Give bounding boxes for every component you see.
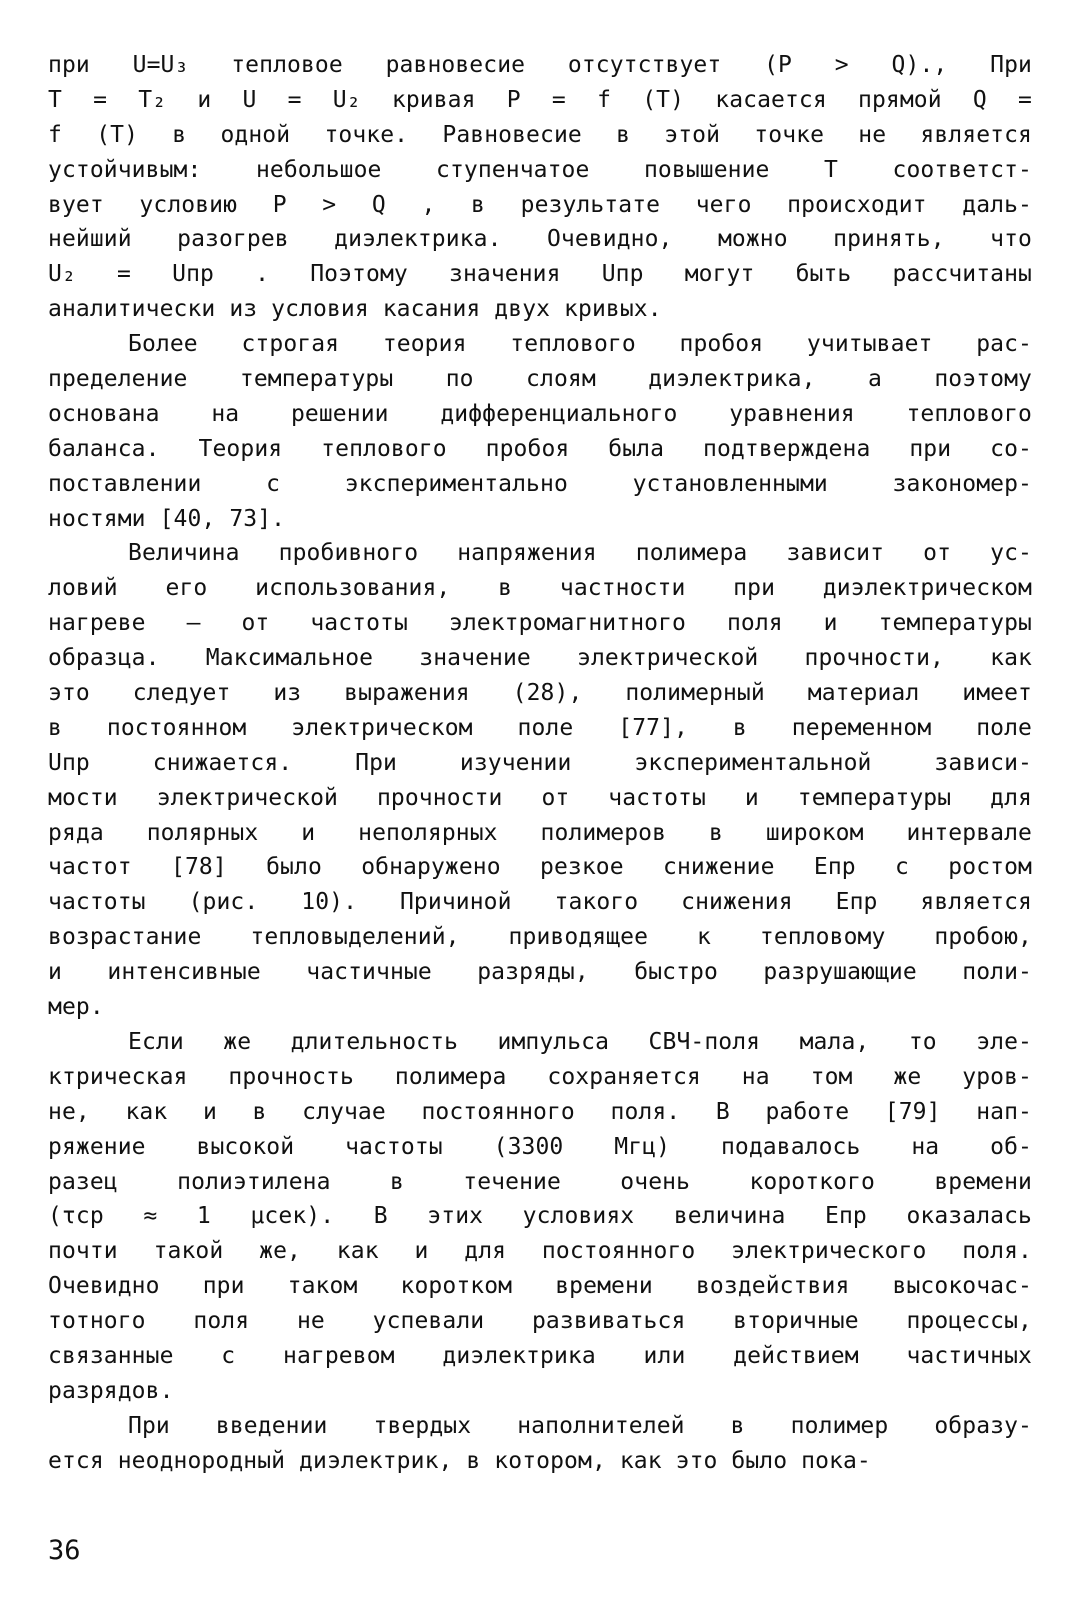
text-line: Величина пробивного напряжения полимера зависит от ус- [128, 540, 1032, 567]
text-line: f (T) в одной точке. Равновесие в этой точке не является [48, 121, 1032, 148]
paragraph [48, 536, 1032, 1024]
text-line: основана на решении дифференциального уравнения теплового [48, 400, 1032, 427]
text-line: ряда полярных и неполярных полимеров в широком интервале [48, 819, 1032, 846]
text-line: частот [78] было обнаружено резкое снижение Eпр с ростом [48, 854, 1032, 881]
text-line: частоты (рис. 10). Причиной такого снижения Eпр является [48, 889, 1032, 916]
text-line: T = T₂ и U = U₂ кривая P = f (T) касается прямой Q = [48, 86, 1032, 113]
text-line: ется неоднородный диэлектрик, в котором, как это было пока- [48, 1447, 871, 1474]
text-line: ностями [40, 73]. [48, 505, 286, 532]
paragraph [48, 48, 1032, 327]
text-line: почти такой же, как и для постоянного электрического поля. [48, 1238, 1032, 1265]
text-line: аналитически из условия касания двух кривых. [48, 296, 662, 323]
text-line: вует условию P > Q , в результате чего происходит даль- [48, 191, 1032, 218]
text-line: возрастание тепловыделений, приводящее к тепловому пробою, [48, 924, 1032, 951]
text-line: мер. [48, 994, 104, 1021]
text-line: Очевидно при таком коротком времени воздействия высокочас- [48, 1273, 1032, 1300]
text-line: нейший разогрев диэлектрика. Очевидно, можно принять, что [48, 226, 1032, 253]
text-line: Более строгая теория теплового пробоя учитывает рас- [128, 331, 1032, 358]
text-line: При введении твердых наполнителей в полимер образу- [128, 1412, 1032, 1439]
text-line: ряжение высокой частоты (3300 Мгц) подавалось на об- [48, 1133, 1032, 1160]
text-line: устойчивым: небольшое ступенчатое повышение T соответст- [48, 156, 1032, 183]
text-line: в постоянном электрическом поле [77], в переменном поле [48, 714, 1032, 741]
text-line: (τср ≈ 1 μсек). В этих условиях величина Eпр оказалась [48, 1203, 1032, 1230]
paragraph [48, 1409, 1032, 1479]
text-line: U₂ = Uпр . Поэтому значения Uпр могут быть рассчитаны [48, 261, 1032, 288]
text-line: не, как и в случае постоянного поля. В работе [79] нап- [48, 1098, 1032, 1125]
page-number: 36 [48, 1535, 81, 1566]
text-line: и интенсивные частичные разряды, быстро разрушающие поли- [48, 959, 1032, 986]
text-line: тотного поля не успевали развиваться вторичные процессы, [48, 1308, 1032, 1335]
text-line: пределение температуры по слоям диэлектрика, а поэтому [48, 366, 1032, 393]
text-line: разец полиэтилена в течение очень короткого времени [48, 1168, 1032, 1195]
text-line: ктрическая прочность полимера сохраняется на том же уров- [48, 1063, 1032, 1090]
text-line: ловий его использования, в частности при диэлектрическом [48, 575, 1032, 602]
text-line: разрядов. [48, 1377, 174, 1404]
text-line: поставлении с экспериментально установленными закономер- [48, 470, 1032, 497]
text-line: при U=U₃ тепловое равновесие отсутствует (P > Q)., При [48, 52, 1032, 78]
paragraph [48, 1025, 1032, 1409]
text-line: это следует из выражения (28), полимерный материал имеет [48, 680, 1032, 707]
text-line: мости электрической прочности от частоты и температуры для [48, 784, 1032, 811]
text-line: образца. Максимальное значение электрической прочности, как [48, 645, 1032, 672]
text-line: Uпр снижается. При изучении экспериментальной зависи- [48, 749, 1032, 776]
text-line: баланса. Теория теплового пробоя была подтверждена при со- [48, 435, 1032, 462]
page-body [48, 48, 1032, 1479]
text-line: связанные с нагревом диэлектрика или действием частичных [48, 1342, 1032, 1369]
paragraph [48, 327, 1032, 536]
text-line: нагреве – от частоты электромагнитного поля и температуры [48, 610, 1032, 637]
text-line: Если же длительность импульса СВЧ-поля мала, то эле- [128, 1028, 1032, 1055]
